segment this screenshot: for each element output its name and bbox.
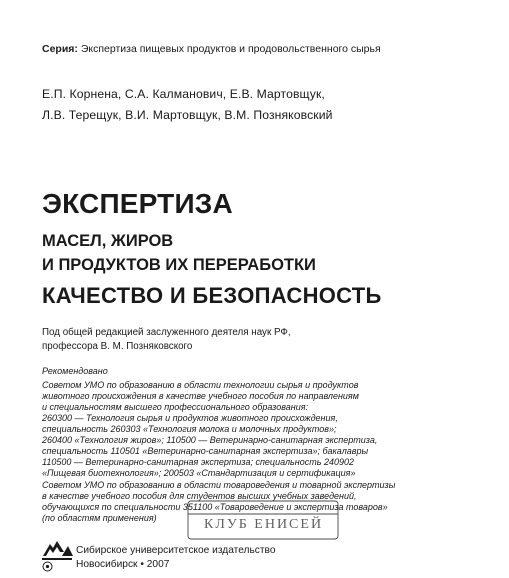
book-subtitle-line-2: И ПРОДУКТОВ ИХ ПЕРЕРАБОТКИ [42, 256, 316, 274]
library-stamp [182, 496, 352, 546]
recommendation-label: Рекомендовано [42, 366, 108, 376]
editor-line-1: Под общей редакцией заслуженного деятеля наук РФ, [42, 327, 291, 338]
recommendation-line: 260300 — Технология сырья и продуктов животного происхождения, [42, 413, 338, 423]
recommendation-line: 110500 — Ветеринарно-санитарная экспертиза; специальность 240902 [42, 457, 355, 467]
recommendation-line: животного происхождения в качестве учебного пособия по направлениям [42, 391, 359, 401]
recommendation-line: 260400 «Технология жиров»; 110500 — Ветеринарно-санитарная экспертиза, [42, 435, 378, 445]
publisher-name: Сибирское университетское издательство [76, 545, 276, 556]
authors-line-1: Е.П. Корнена, С.А. Калманович, Е.В. Мартовщук, [42, 87, 325, 101]
series-text: Экспертиза пищевых продуктов и продовольственного сырья [80, 43, 381, 55]
stamp-text: КЛУБ ЕНИСЕЙ [204, 517, 324, 532]
copyright-mark-icon [42, 561, 53, 572]
recommendation-line: (по областям применения) [42, 513, 157, 523]
recommendation-line: «Пищевая биотехнология»; 200503 «Стандартизация и сертификация» [42, 468, 356, 478]
book-subtitle-quality: КАЧЕСТВО И БЕЗОПАСНОСТЬ [42, 283, 382, 308]
recommendation-line: Советом УМО по образованию в области товароведения и товарной экспертизы [42, 480, 396, 490]
recommendation-line: обучающихся по специальности 351100 «Товароведение и экспертиза товаров» [42, 502, 388, 512]
recommendation-line: специальность 110501 «Ветеринарно-санитарная экспертиза»; бакалавры [42, 446, 369, 456]
editor-line-2: профессора В. М. Позняковского [42, 341, 193, 352]
recommendation-line: специальность 260303 «Технология молока и молочных продуктов»; [42, 424, 337, 434]
book-subtitle-line-1: МАСЕЛ, ЖИРОВ [42, 232, 174, 250]
authors-line-2: Л.В. Терещук, В.И. Мартовщук, В.М. Позняковский [42, 108, 333, 122]
publisher-city-year: Новосибирск • 2007 [76, 559, 170, 570]
series-label: Серия: [42, 43, 78, 55]
recommendation-line: и специальностям высшего профессионального образования: [42, 402, 309, 412]
recommendation-line: в качестве учебного пособия для студентов высших учебных заведений, [42, 491, 357, 501]
series-line [42, 43, 381, 55]
book-title: ЭКСПЕРТИЗА [42, 188, 233, 219]
recommendation-line: Советом УМО по образованию в области технологии сырья и продуктов [42, 380, 359, 390]
